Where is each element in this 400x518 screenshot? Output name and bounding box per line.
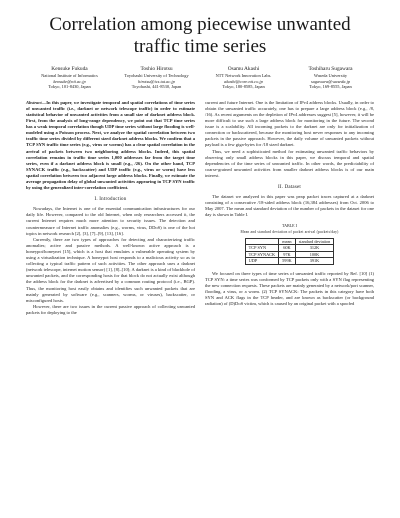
author-location: Tokyo, 169-8555, Japan bbox=[309, 84, 352, 90]
table-cell: 97K bbox=[279, 251, 296, 257]
author-2 bbox=[113, 66, 200, 90]
author-name: Osamu Akashi bbox=[227, 66, 260, 72]
paper-title: Correlation among piecewise unwanted traffic time series bbox=[49, 14, 351, 57]
author-affiliation: NTT Network Innovation Labs. bbox=[215, 73, 272, 78]
table-cell: TCP SYN bbox=[245, 245, 278, 251]
author-email: kensuke@nii.ac.jp bbox=[53, 78, 86, 84]
intro-paragraph: Nowadays, the Internet is one of the essential communication infrastructures for our daily life. However, compared to the old Internet, when only researchers accessed it, the current Internet requires much more attention to security issues. The detection and countermeasure of Internet traffic anomalies (e.g., worms, virus, DDoS) is one of the hot topics in network research [2], [3], [7]–[9], [13], [16]. bbox=[26, 206, 195, 236]
author-1 bbox=[26, 66, 113, 90]
author-4 bbox=[287, 66, 374, 90]
table-cell: UDP bbox=[245, 258, 278, 264]
author-block bbox=[26, 66, 374, 90]
table-header-cell: mean bbox=[279, 239, 296, 245]
body-columns bbox=[26, 100, 374, 316]
author-name: Kensuke Fukuda bbox=[51, 66, 88, 72]
author-affiliation: Waseda University bbox=[313, 73, 348, 78]
body-paragraph: Thus, we need a sophisticated method for estimating unwanted traffic behaviors by observing only small address blocks in this paper, we discuss temporal and spatial dependencies of the time series of unwanted traffic. In other words, the predictability of coarse-grained unwanted activities from smaller darknet address blocks is of our main interest. bbox=[205, 148, 374, 178]
table-cell: 391K bbox=[295, 258, 334, 264]
author-email: akashi@core.ntt.co.jp bbox=[224, 78, 263, 84]
section-heading-dataset: II. Dataset bbox=[277, 185, 302, 190]
author-email: sugawara@waseda.jp bbox=[310, 78, 351, 84]
author-name: Toshio Hirotsu bbox=[140, 66, 173, 72]
body-paragraph: current and future Internet. One is the limitation of IPv4 address blocks. Usually, in order to obtain the unwanted traffic accurately, one has to prepare a large address block (e.g., /8, /16). As recent arguments on the depletion of IPv4 addresses suggest [5], however, it will be more difficult to use such a large address block for monitoring in the future. The second issue is a scalability. All incoming packets to the darknet are only for initialization of connection or backscattered, because the monitoring host never responses to any incoming packets in the passive approach. However, the daily volume of unwanted packets without payload is a few giga-bytes for /18 sized darknet. bbox=[205, 99, 374, 148]
table-title: TABLE I bbox=[282, 223, 297, 229]
abstract-lead: Abstract bbox=[26, 99, 42, 105]
abstract-text: —In this paper, we investigate temporal and spatial correlations of time series of unwanted traffic (i.e., darknet or network telescope traffic) in order to estimate statistical behavior of unwanted activities from a small size of darknet address block. First, from the analysis of long-range dependency, we point out that TCP time series has a weak temporal correlation though UDP time series without large flooding is well-modeled using a Poisson process. Next, we analyze the spatial correlation between two traffic time series divided by different sized darknet address blocks. We confirm that a TCP SYN traffic time series (e.g., virus or worms) has a clear spatial correlation in the arrival of packets between two neighboring address blocks. Indeed, this spatial correlation remains in traffic time series 1,000 addresses far from the target time series, even if a darknet address block is small (e.g., /26). On the other hand, TCP SYNACK traffic (e.g., backscatter) and UDP traffic (e.g., virus or worm) have less spatial correlation between two adjacent large address blocks. Finally, we estimate the average propagation delay of global unwanted activities appearing in TCP SYN traffic by using the generalized inter-correlation coefficient. bbox=[26, 99, 195, 191]
author-location: Tokyo, 101-8430, Japan bbox=[48, 84, 91, 90]
table-cell: 599K bbox=[279, 258, 296, 264]
table-cell: 100K bbox=[295, 251, 334, 257]
table-cell: 60K bbox=[279, 245, 296, 251]
table-caption: Mean and standard deviation of packet arrival (packets/day) bbox=[240, 230, 339, 235]
author-location: Tokyo, 180-8585, Japan bbox=[222, 84, 265, 90]
section-heading-introduction: I. Introduction bbox=[94, 197, 127, 203]
author-name: Toshiharu Sugawara bbox=[308, 66, 353, 72]
table-row bbox=[245, 258, 334, 264]
intro-paragraph: However, there are two issues in the current passive approach of collecting unwanted packets for deploying to the bbox=[26, 303, 195, 315]
packet-arrival-table bbox=[245, 238, 335, 265]
author-location: Toyohashi, 441-8530, Japan bbox=[131, 84, 182, 90]
author-3 bbox=[200, 66, 287, 90]
author-affiliation: Toyohashi University of Technology bbox=[124, 73, 189, 78]
intro-paragraph: Currently, there are two types of approaches for detecting and characterizing traffic anomalies; active and passive methods. A well-known active approach is a honeypot/honeynet [15], which is a host that emulates a vulnerable operating system by using a virtualization technique. A honeypot host responds to a malicious activity so as to collecting a typical traffic pattern of such activities. The other approach uses a darknet (network telescope, internet motion sensor) [1], [8]–[10]; A darknet is a kind of blackhole of unwanted packets, and the corresponding hosts for that block do not actually exist although the address block for the darknet is advertised by a common routing protocol (i.e., BGP). Thus, the monitoring host easily obtains and identifies such unwanted packets that are mainly generated by software (e.g., scanners, worms, or viruses), backscatter, or misconfigured hosts. bbox=[26, 236, 195, 303]
table-cell: 312K bbox=[295, 245, 334, 251]
left-column bbox=[26, 100, 195, 316]
dataset-paragraph: We focused on three types of time series of unwanted traffic reported by Ref. [10] (1) TCP SYN: a time series was conformed by TCP packets only with a SYN flag representing the new connection requests. These packets are mainly generated by a network/port scanner, flooding, a virus, or a worm. (2) TCP SYNACK: The packets in this category have both SYN and ACK flags in the TCP header, and are known as backscatter (or background radiation) of (D)DoS victim, which is caused by an original packet with a spoofed bbox=[205, 270, 374, 307]
dataset-paragraph: The dataset we analyzed in this paper was peap packet traces captured at a darknet consisting of a consecutive /18-sided address block (16,384 addresses) from Oct. 2006 to May 2007. The mean and standard deviation of the number of packets in the dataset for one day is shown in Table I. bbox=[205, 194, 374, 218]
right-column bbox=[205, 100, 374, 316]
table-header-cell: standard deviation bbox=[295, 239, 334, 245]
author-affiliation: National Institute of Informatics bbox=[41, 73, 98, 78]
author-email: hirotsu@ics.tut.ac.jp bbox=[138, 78, 175, 84]
table-cell: TCP SYNACK bbox=[245, 251, 278, 257]
abstract bbox=[26, 100, 195, 191]
